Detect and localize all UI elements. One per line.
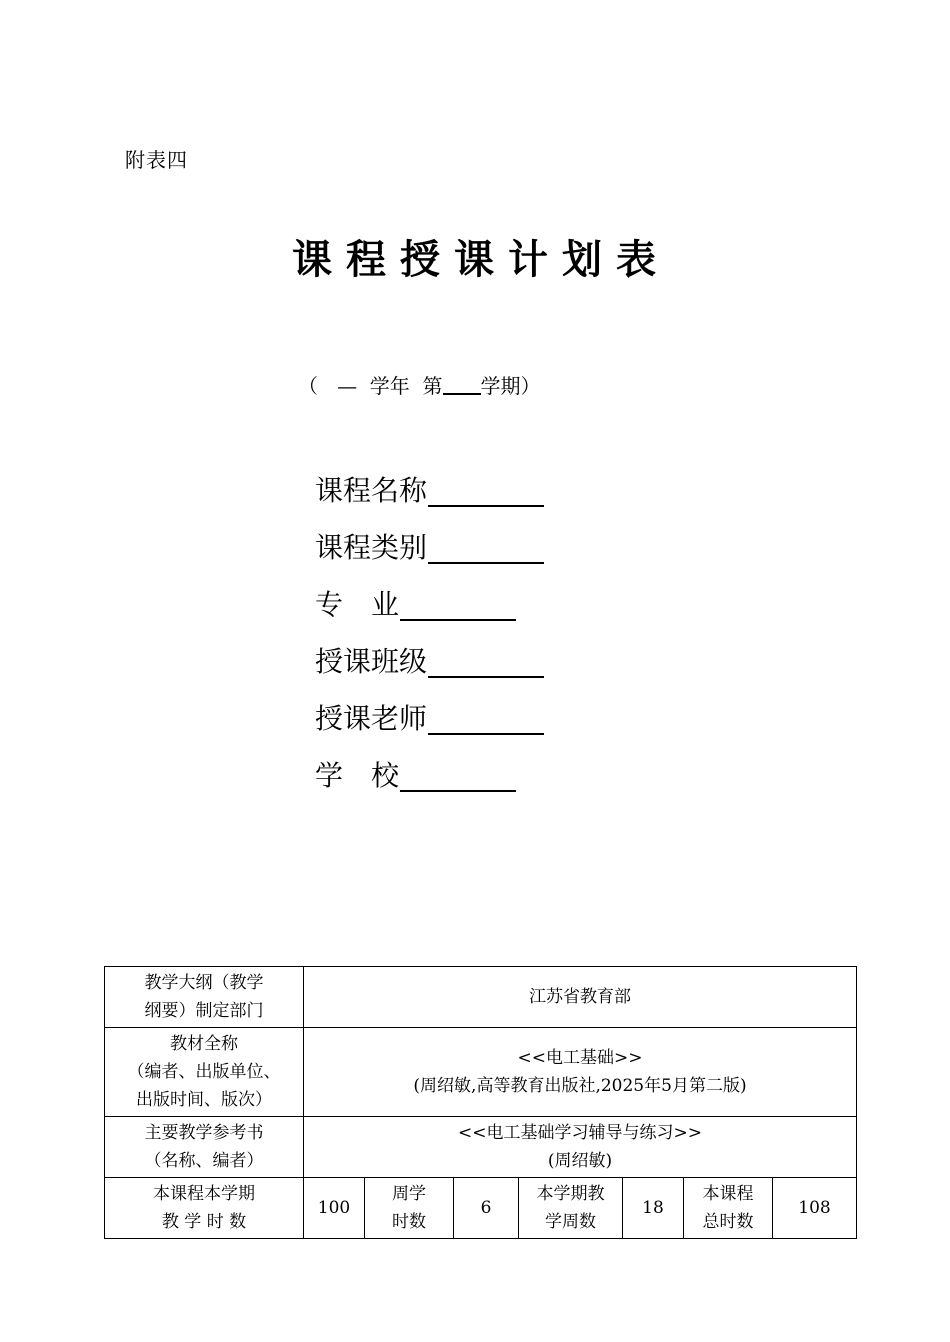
field-major — [315, 576, 544, 633]
table-row-textbook — [105, 1028, 857, 1117]
value-line: (周绍敏) — [547, 1151, 613, 1171]
term-dash: — — [337, 374, 358, 398]
reference-label — [105, 1117, 304, 1178]
label-line: 本学期教 — [536, 1184, 605, 1204]
hours-value: 100 — [304, 1178, 365, 1239]
label-line: 教 学 时 数 — [161, 1212, 247, 1232]
field-class — [315, 633, 544, 690]
label-line: 本课程 — [702, 1184, 754, 1204]
value-line: <<电工基础>> — [517, 1048, 643, 1068]
term-open-paren: （ — [298, 374, 318, 398]
table-row-syllabus — [105, 967, 857, 1028]
term-semester-suffix: 学期 — [480, 374, 521, 398]
field-label: 专 业 — [315, 587, 400, 621]
label-line: 出版时间、版次） — [136, 1090, 272, 1110]
label-line: 总时数 — [702, 1212, 754, 1232]
fill-in-line — [400, 589, 516, 621]
label-line: 教学大纲（教学 — [144, 973, 264, 993]
field-label: 课程类别 — [315, 530, 428, 564]
teaching-weeks-label — [519, 1178, 623, 1239]
course-info-table — [104, 966, 857, 1239]
fill-in-line — [428, 703, 544, 735]
field-course-category — [315, 519, 544, 576]
term-close-paren: ） — [520, 374, 541, 398]
textbook-value — [304, 1028, 857, 1117]
label-line: （编者、出版单位、 — [127, 1062, 281, 1082]
hours-label — [105, 1178, 304, 1239]
syllabus-value: 江苏省教育部 — [304, 967, 857, 1028]
appendix-label: 附表四 — [125, 148, 188, 172]
syllabus-label — [105, 967, 304, 1028]
reference-value — [304, 1117, 857, 1178]
fill-in-line — [428, 532, 544, 564]
weekly-hours-value: 6 — [454, 1178, 519, 1239]
fill-in-line — [428, 646, 544, 678]
total-hours-value: 108 — [773, 1178, 857, 1239]
table-row-reference — [105, 1117, 857, 1178]
field-label: 授课班级 — [315, 644, 428, 678]
label-line: 周学 — [392, 1184, 426, 1204]
label-line: 教材全称 — [170, 1034, 238, 1054]
value-line: (周绍敏,高等教育出版社,2025年5月第二版) — [413, 1076, 747, 1096]
field-course-name — [315, 462, 544, 519]
semester-blank — [443, 375, 481, 395]
term-school-year: 学年 — [369, 374, 410, 398]
textbook-label — [105, 1028, 304, 1117]
teaching-weeks-value: 18 — [623, 1178, 684, 1239]
term-semester-prefix: 第 — [422, 374, 443, 398]
fill-in-line — [400, 760, 516, 792]
table-row-hours — [105, 1178, 857, 1239]
field-school — [315, 747, 544, 804]
course-fields — [315, 462, 544, 804]
label-line: 学周数 — [545, 1212, 596, 1232]
label-line: 纲要）制定部门 — [144, 1001, 264, 1021]
label-line: 主要教学参考书 — [144, 1123, 264, 1143]
fill-in-line — [428, 475, 544, 507]
term-line — [298, 370, 541, 399]
total-hours-label — [684, 1178, 773, 1239]
value-line: <<电工基础学习辅导与练习>> — [458, 1123, 702, 1143]
field-teacher — [315, 690, 544, 747]
label-line: 时数 — [392, 1212, 426, 1232]
field-label: 课程名称 — [315, 473, 428, 507]
label-line: （名称、编者） — [144, 1151, 264, 1171]
field-label: 学 校 — [315, 758, 400, 792]
label-line: 本课程本学期 — [153, 1184, 255, 1204]
page-title: 课程授课计划表 — [292, 237, 670, 283]
weekly-hours-label — [365, 1178, 454, 1239]
field-label: 授课老师 — [315, 701, 428, 735]
